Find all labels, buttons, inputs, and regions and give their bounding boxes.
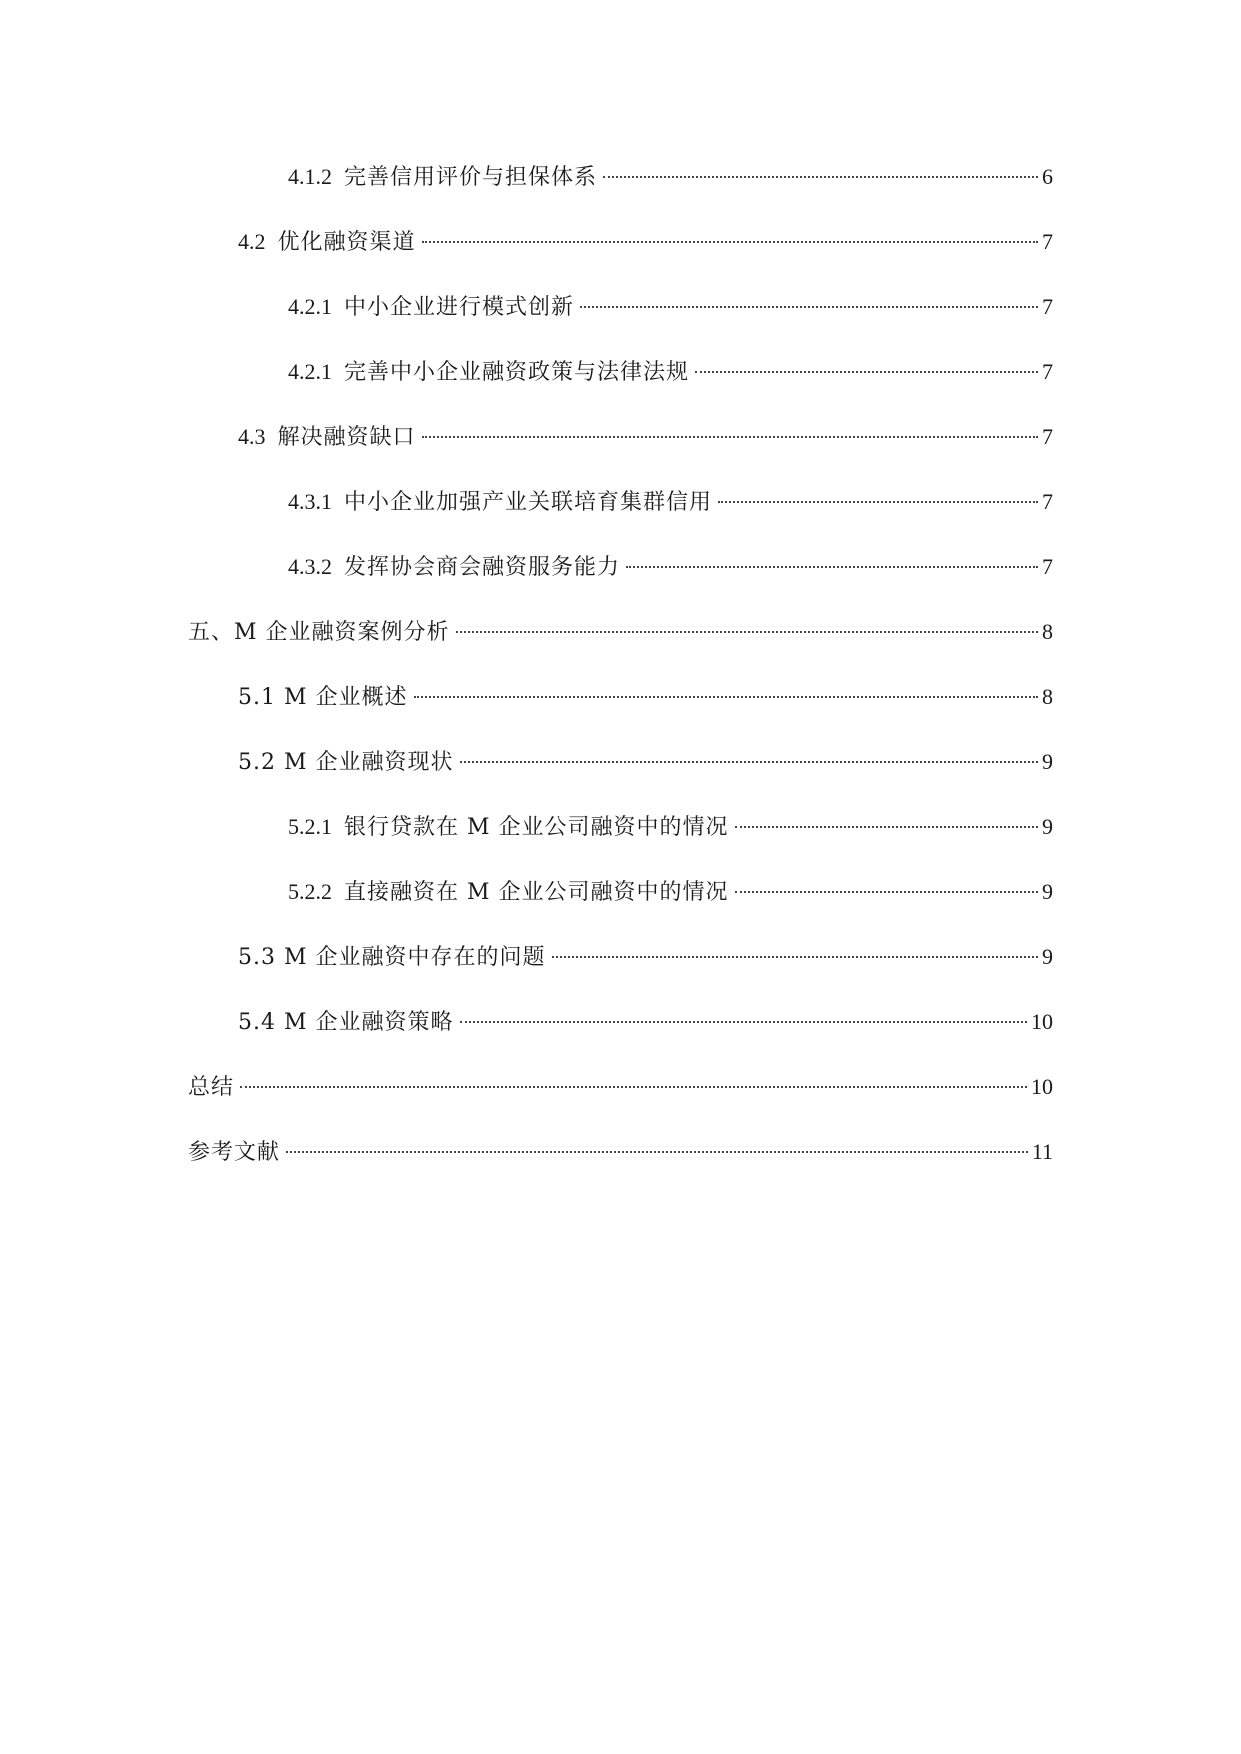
- toc-entry-page: 11: [1031, 1139, 1053, 1164]
- toc-entry[interactable]: [188, 1132, 1053, 1172]
- toc-entry-title: 银行贷款在 M 企业公司融资中的情况: [344, 815, 729, 840]
- toc-entry-number: 5.2.2: [288, 879, 332, 904]
- toc-entry-page: 9: [1042, 944, 1053, 969]
- toc-entry-number: 4.2.1: [288, 359, 332, 384]
- toc-entry-number: 5.2.1: [288, 814, 332, 839]
- toc-entry[interactable]: [238, 1002, 1053, 1042]
- dot-leader: [460, 761, 1038, 763]
- toc-entry-page: 10: [1031, 1009, 1053, 1034]
- toc-entry-page: 7: [1042, 424, 1053, 449]
- dot-leader: [626, 566, 1038, 568]
- toc-entry[interactable]: [288, 547, 1053, 587]
- toc-entry-page: 7: [1042, 359, 1053, 384]
- toc-entry-number: 4.2: [238, 229, 266, 254]
- toc-entry-title: 优化融资渠道: [277, 230, 416, 255]
- toc-entry-title: 中小企业进行模式创新: [344, 295, 575, 320]
- toc-entry-number: 4.1.2: [288, 164, 332, 189]
- toc-entry-title: 完善信用评价与担保体系: [344, 165, 598, 190]
- toc-entry[interactable]: [288, 287, 1053, 327]
- toc-entry-title: 中小企业加强产业关联培育集群信用: [344, 490, 713, 515]
- toc-entry[interactable]: [288, 872, 1053, 912]
- toc-entry-page: 7: [1042, 554, 1053, 579]
- dot-leader: [735, 891, 1038, 893]
- dot-leader: [552, 956, 1038, 958]
- toc-entry-title: 5.1 M 企业概述: [238, 685, 408, 710]
- dot-leader: [735, 826, 1038, 828]
- toc-entry-number: 4.3.1: [288, 489, 332, 514]
- toc-entry-title: 5.3 M 企业融资中存在的问题: [238, 945, 546, 970]
- toc-entry[interactable]: [288, 352, 1053, 392]
- toc-entry[interactable]: [238, 417, 1053, 457]
- toc-entry[interactable]: [288, 482, 1053, 522]
- toc-entry-page: 10: [1031, 1074, 1053, 1099]
- toc-entry-page: 7: [1042, 294, 1053, 319]
- toc-entry-title: 五、M 企业融资案例分析: [188, 620, 450, 645]
- dot-leader: [718, 501, 1038, 503]
- toc-entry-title: 完善中小企业融资政策与法律法规: [344, 360, 690, 385]
- toc-entry[interactable]: [188, 1067, 1053, 1107]
- toc-entry-title: 总结: [188, 1075, 235, 1100]
- dot-leader: [456, 631, 1038, 633]
- toc-entry[interactable]: [188, 612, 1053, 652]
- dot-leader: [580, 306, 1038, 308]
- toc-entry[interactable]: [238, 742, 1053, 782]
- dot-leader: [460, 1021, 1027, 1023]
- toc-entry-title: 发挥协会商会融资服务能力: [344, 555, 621, 580]
- dot-leader: [422, 436, 1038, 438]
- toc-entry[interactable]: [238, 937, 1053, 977]
- dot-leader: [603, 176, 1038, 178]
- dot-leader: [240, 1086, 1027, 1088]
- toc-entry[interactable]: [238, 222, 1053, 262]
- toc-entry-number: 4.3.2: [288, 554, 332, 579]
- dot-leader: [286, 1151, 1028, 1153]
- toc-entry-page: 7: [1042, 229, 1053, 254]
- toc-entry-title: 参考文献: [188, 1140, 281, 1165]
- toc-entry-page: 9: [1042, 879, 1053, 904]
- toc-entry-title: 5.4 M 企业融资策略: [238, 1010, 454, 1035]
- toc-entry-page: 6: [1042, 164, 1053, 189]
- toc-entry-page: 9: [1042, 749, 1053, 774]
- toc-entry[interactable]: [288, 807, 1053, 847]
- toc-entry[interactable]: [288, 157, 1053, 197]
- dot-leader: [414, 696, 1038, 698]
- toc-entry-title: 解决融资缺口: [277, 425, 416, 450]
- toc-entry-title: 直接融资在 M 企业公司融资中的情况: [344, 880, 729, 905]
- dot-leader: [422, 241, 1038, 243]
- dot-leader: [695, 371, 1038, 373]
- toc-entry-page: 8: [1042, 684, 1053, 709]
- toc-entry[interactable]: [238, 677, 1053, 717]
- toc-entry-page: 8: [1042, 619, 1053, 644]
- toc-entry-number: 4.3: [238, 424, 266, 449]
- toc-entry-page: 7: [1042, 489, 1053, 514]
- toc-entry-number: 4.2.1: [288, 294, 332, 319]
- toc-entry-title: 5.2 M 企业融资现状: [238, 750, 454, 775]
- toc-entry-page: 9: [1042, 814, 1053, 839]
